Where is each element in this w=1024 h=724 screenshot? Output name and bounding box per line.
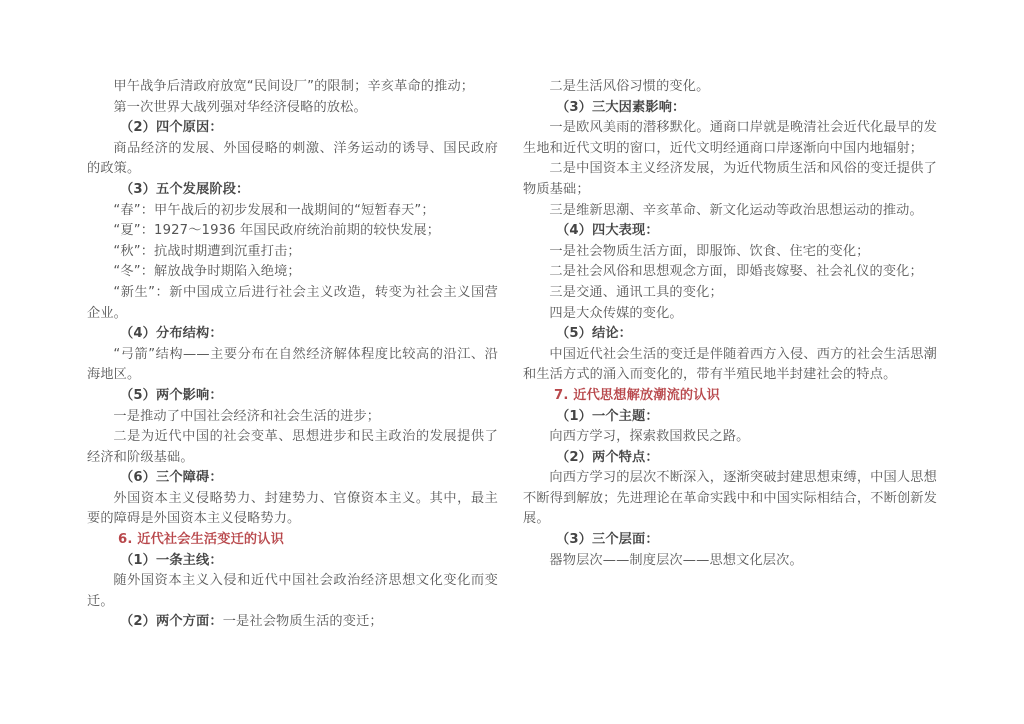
right-column — [523, 77, 937, 571]
paragraph: “弓箭”结构——主要分布在自然经济解体程度比较高的沿江、沿海地区。 — [87, 346, 498, 383]
subheading-text: （4）四大表现： — [556, 223, 659, 239]
subheading-text: （3）五个发展阶段： — [120, 181, 250, 197]
paragraph: “秋”：抗战时期遭到沉重打击； — [113, 243, 301, 259]
subheading — [523, 324, 937, 345]
subheading — [523, 407, 937, 428]
subheading — [523, 221, 937, 242]
subheading — [523, 98, 937, 119]
subheading — [87, 612, 498, 633]
paragraph: “冬”：解放战争时期陷入绝境； — [113, 264, 301, 280]
paragraph: 器物层次——制度层次——思想文化层次。 — [549, 552, 803, 568]
subheading-text: （2）两个方面： — [120, 614, 223, 630]
subheading — [87, 468, 498, 489]
subheading — [87, 118, 498, 139]
section-heading: 7. 近代思想解放潮流的认识 — [554, 387, 720, 403]
subheading-text: （5）两个影响： — [120, 387, 223, 403]
subheading — [87, 324, 498, 345]
paragraph: 一是推动了中国社会经济和社会生活的进步； — [113, 408, 381, 424]
paragraph: 三是维新思潮、辛亥革命、新文化运动等政治思想运动的推动。 — [549, 202, 923, 218]
paragraph: 四是大众传媒的变化。 — [549, 305, 683, 321]
paragraph: 一是社会物质生活方面，即服饰、饮食、住宅的变化； — [549, 243, 870, 259]
subheading-text: （5）结论： — [556, 326, 633, 342]
subheading-tail-text: 一是社会物质生活的变迁； — [222, 614, 383, 630]
subheading — [523, 530, 937, 551]
subheading — [523, 448, 937, 469]
subheading-text: （1）一条主线： — [120, 552, 223, 568]
paragraph: “夏”：1927～1936 年国民政府统治前期的较快发展； — [113, 223, 441, 239]
paragraph: 甲午战争后清政府放宽“民间设厂”的限制；辛亥革命的推动； — [113, 79, 475, 94]
paragraph: 三是交通、通讯工具的变化； — [549, 284, 723, 300]
subheading-text: （3）三个层面： — [556, 532, 659, 548]
paragraph: 一是欧风美雨的潜移默化。通商口岸就是晚清社会近代化最早的发生地和近代文明的窗口，近代文明经通商口岸逐渐向中国内地辐射； — [523, 120, 937, 156]
paragraph: 二是社会风俗和思想观念方面，即婚丧嫁娶、社会礼仪的变化； — [549, 264, 923, 280]
subheading — [87, 551, 498, 572]
paragraph: 商品经济的发展、外国侵略的刺激、洋务运动的诱导、国民政府的政策。 — [87, 140, 498, 177]
paragraph: 二是为近代中国的社会变革、思想进步和民主政治的发展提供了经济和阶级基础。 — [87, 429, 498, 465]
subheading-text: （2）两个特点： — [556, 449, 659, 465]
paragraph: 中国近代社会生活的变迁是伴随着西方入侵、西方的社会生活思潮和生活方式的涌入而变化的，带有半殖民地半封建社会的特点。 — [523, 346, 937, 383]
subheading-text: （3）三大因素影响： — [556, 99, 686, 115]
subheading-text: （4）分布结构： — [120, 326, 223, 342]
paragraph: 外国资本主义侵略势力、封建势力、官僚资本主义。其中，最主要的障碍是外国资本主义侵略势力。 — [87, 490, 498, 527]
paragraph: 第一次世界大战列强对华经济侵略的放松。 — [113, 99, 367, 115]
subheading — [87, 386, 498, 407]
subheading-text: （1）一个主题： — [556, 408, 659, 424]
paragraph: 二是生活风俗习惯的变化。 — [549, 79, 710, 94]
paragraph: 二是中国资本主义经济发展，为近代物质生活和风俗的变迁提供了物质基础； — [523, 161, 937, 197]
paragraph: “春”：甲午战后的初步发展和一战期间的“短暂春天”； — [113, 202, 435, 218]
paragraph: “新生”：新中国成立后进行社会主义改造，转变为社会主义国营企业。 — [87, 284, 498, 321]
paragraph: 随外国资本主义入侵和近代中国社会政治经济思想文化变化而变迁。 — [87, 573, 498, 609]
subheading-text: （6）三个障碍： — [120, 470, 223, 486]
section-heading: 6. 近代社会生活变迁的认识 — [118, 532, 284, 548]
subheading — [87, 180, 498, 201]
subheading-text: （2）四个原因： — [120, 120, 223, 136]
paragraph: 向西方学习，探索救国救民之路。 — [549, 429, 750, 445]
left-column — [87, 77, 498, 633]
paragraph: 向西方学习的层次不断深入，逐渐突破封建思想束缚，中国人思想不断得到解放；先进理论在革命实践中和中国实际相结合，不断创新发展。 — [523, 470, 937, 527]
